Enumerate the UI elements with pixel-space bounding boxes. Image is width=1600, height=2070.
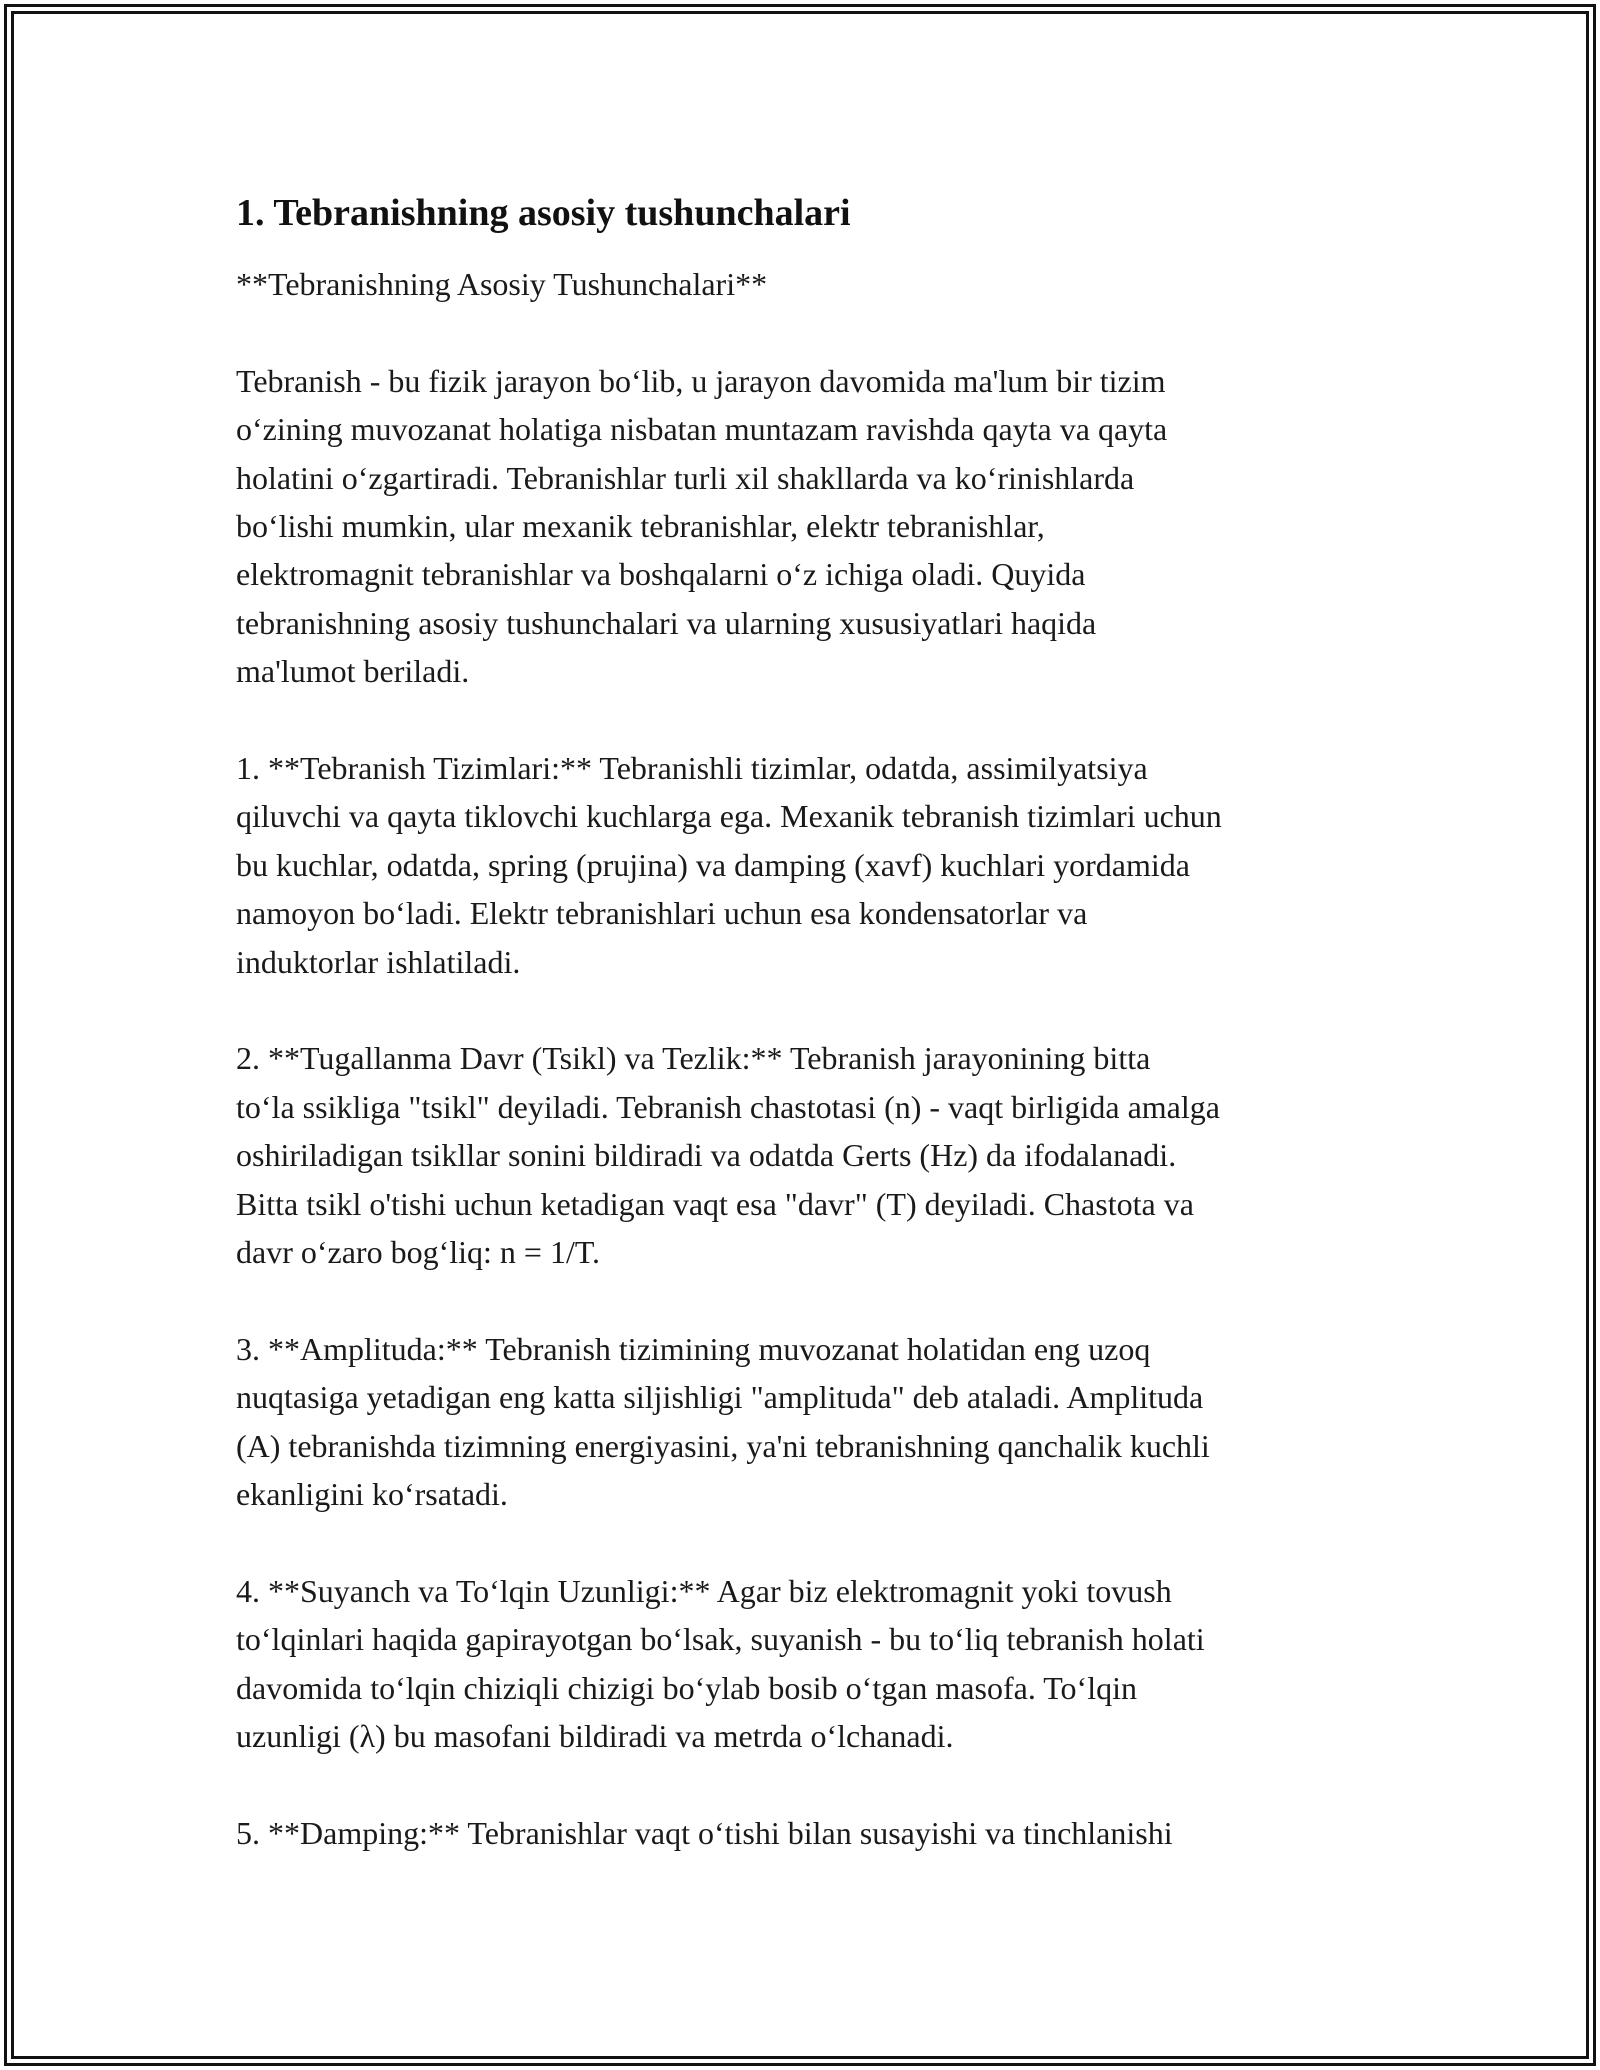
list-item-amplituda: 3. **Amplituda:** Tebranish tizimining muvozanat holatidan eng uzoq nuqtasiga yetadigan eng katta siljishligi "amplituda" deb ataladi. Amplituda (A) tebranishda tizimning energiyasini, ya'ni tebranishning qanchalik kuchli ekanligini ko‘rsatadi. <box>236 1330 1210 1513</box>
list-item-tizimlari: 1. **Tebranish Tizimlari:** Tebranishli tizimlar, odatda, assimilyatsiya qiluvchi va qayta tiklovchi kuchlarga ega. Mexanik tebranish tizimlari uchun bu kuchlar, odatda, spring (prujina) va damping (xavf) kuchlari yordamida namoyon bo‘ladi. Elektr tebranishlari uchun esa kondensatorlar va induktorlar ishlatiladi. <box>236 750 1222 980</box>
intro-paragraph: Tebranish - bu fizik jarayon bo‘lib, u jarayon davomida ma'lum bir tizim o‘zining muvozanat holatiga nisbatan muntazam ravishda qayta va qayta holatini o‘zgartiradi. Tebranishlar turli xil shakllarda va ko‘rinishlarda bo‘lishi mumkin, ular mexanik tebranishlar, elektr tebranishlar, elektromagnit tebranishlar va boshqalarni o‘z ichiga oladi. Quyida tebranishning asosiy tushunchalari va ularning xususiyatlari haqida ma'lumot beriladi. <box>236 362 1168 690</box>
paragraph-spacer <box>236 1276 1386 1324</box>
list-item-damping: 5. **Damping:** Tebranishlar vaqt o‘tishi bilan susayishi va tinchlanishi <box>236 1814 1173 1851</box>
paragraph-spacer <box>236 1519 1386 1567</box>
section-heading: 1. Tebranishning asosiy tushunchalari <box>236 192 851 234</box>
list-item-tolqin: 4. **Suyanch va To‘lqin Uzunligi:** Agar biz elektromagnit yoki tovush to‘lqinlari haqida gapirayotgan bo‘lsak, suyanish - bu to‘liq tebranish holati davomida to‘lqin chiziqli chizigi bo‘ylab bosib o‘tgan masofa. To‘lqin uzunligi (λ) bu masofani bildiradi va metrda o‘lchanadi. <box>236 1572 1205 1755</box>
paragraph-spacer <box>236 696 1386 744</box>
paragraph-spacer <box>236 308 1386 356</box>
list-item-davr: 2. **Tugallanma Davr (Tsikl) va Tezlik:** Tebranish jarayonining bitta to‘la ssikliga "tsikl" deyiladi. Tebranish chastotasi (n) - vaqt birligida amalga oshiriladigan tsikllar sonini bildiradi va odatda Gerts (Hz) da ifodalanadi. Bitta tsikl o'tishi uchun ketadigan vaqt esa "davr" (T) deyiladi. Chastota va davr o‘zaro bog‘liq: n = 1/T. <box>236 1040 1220 1271</box>
document-body <box>236 188 1386 1857</box>
paragraph-spacer <box>236 986 1386 1034</box>
subtitle-paragraph: **Tebranishning Asosiy Tushunchalari** <box>236 266 768 302</box>
paragraph-spacer <box>236 1761 1386 1809</box>
